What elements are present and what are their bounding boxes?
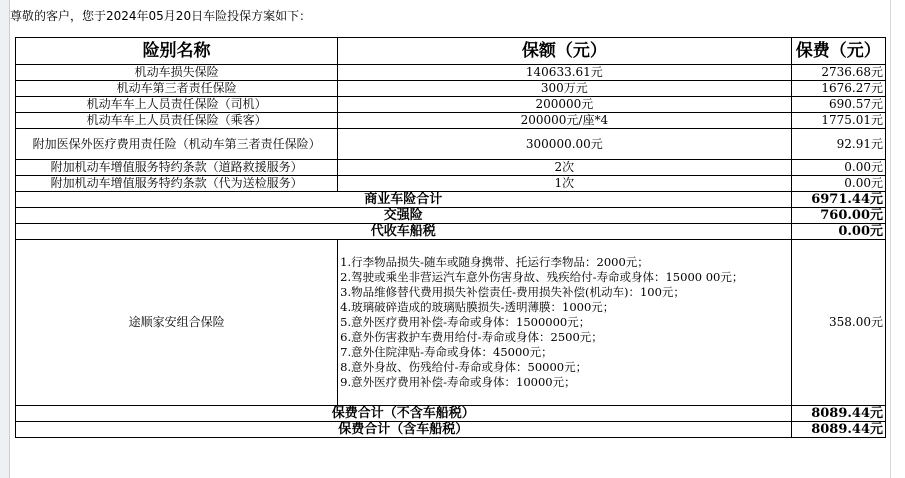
combo-term: 1.行李物品损失-随车或随身携带、托运行李物品：2000元； (340, 255, 649, 269)
vehicle-tax-value: 0.00元 (791, 224, 885, 240)
total-incl-tax-value: 8089.44元 (791, 422, 885, 438)
vehicle-tax-label: 代收车船税 (16, 224, 792, 240)
header-name: 险别名称 (16, 38, 338, 65)
row-name: 附加机动车增值服务特约条款（道路救援服务） (16, 160, 338, 176)
combo-name: 途顺家安组合保险 (16, 240, 338, 406)
row-amount: 1次 (338, 176, 791, 192)
table-row (16, 160, 886, 176)
header-amount: 保额（元） (338, 38, 791, 65)
combo-term: 8.意外身故、伤残给付-寿命或身体：50000元； (340, 360, 588, 374)
combo-term: 3.物品维修替代费用损失补偿责任-费用损失补偿(机动车)：100元； (340, 285, 685, 299)
row-premium: 0.00元 (791, 160, 885, 176)
row-name: 机动车车上人员责任保险（乘客） (16, 113, 338, 129)
combo-term: 7.意外住院津贴-寿命或身体：45000元； (340, 345, 553, 359)
combo-term: 5.意外医疗费用补偿-寿命或身体：1500000元； (340, 315, 591, 329)
combo-term: 9.意外医疗费用补偿-寿命或身体：10000元； (340, 375, 576, 389)
row-premium: 92.91元 (791, 129, 885, 160)
commercial-total-row (16, 192, 886, 208)
table-row (16, 97, 886, 113)
table-row (16, 65, 886, 81)
row-amount: 140633.61元 (338, 65, 791, 81)
row-name: 机动车车上人员责任保险（司机） (16, 97, 338, 113)
row-premium: 1676.27元 (791, 81, 885, 97)
compulsory-row (16, 208, 886, 224)
total-excl-tax-value: 8089.44元 (791, 406, 885, 422)
combo-row (16, 240, 886, 406)
row-premium: 0.00元 (791, 176, 885, 192)
header-premium: 保费（元） (791, 38, 885, 65)
row-premium: 2736.68元 (791, 65, 885, 81)
combo-term: 6.意外伤害救护车费用给付-寿命或身体：2500元； (340, 330, 603, 344)
left-frame-edge (0, 0, 10, 478)
combo-term: 4.玻璃破碎造成的玻璃贴膜损失-透明薄膜：1000元； (340, 300, 615, 314)
total-incl-tax-label: 保费合计（含车船税） (16, 422, 792, 438)
commercial-total-label: 商业车险合计 (16, 192, 792, 208)
row-name: 机动车损失保险 (16, 65, 338, 81)
row-name: 附加机动车增值服务特约条款（代为送检服务） (16, 176, 338, 192)
table-row (16, 81, 886, 97)
row-amount: 300万元 (338, 81, 791, 97)
total-incl-tax-row (16, 422, 886, 438)
table-row (16, 176, 886, 192)
total-excl-tax-label: 保费合计（不含车船税） (16, 406, 792, 422)
table-header-row (16, 38, 886, 65)
combo-terms (338, 240, 791, 406)
row-amount: 200000元/座*4 (338, 113, 791, 129)
row-premium: 690.57元 (791, 97, 885, 113)
combo-premium: 358.00元 (791, 240, 885, 406)
insurance-plan-table (15, 37, 886, 438)
row-name: 机动车第三者责任保险 (16, 81, 338, 97)
table-row (16, 129, 886, 160)
right-scroll-edge[interactable] (890, 0, 905, 478)
row-premium: 1775.01元 (791, 113, 885, 129)
row-amount: 300000.00元 (338, 129, 791, 160)
commercial-total-value: 6971.44元 (791, 192, 885, 208)
greeting-text: 尊敬的客户，您于2024年05月20日车险投保方案如下： (10, 9, 312, 23)
compulsory-value: 760.00元 (791, 208, 885, 224)
vehicle-tax-row (16, 224, 886, 240)
compulsory-label: 交强险 (16, 208, 792, 224)
total-excl-tax-row (16, 406, 886, 422)
table-row (16, 113, 886, 129)
row-name: 附加医保外医疗费用责任险（机动车第三者责任保险） (16, 129, 338, 160)
combo-term: 2.驾驶或乘坐非营运汽车意外伤害身故、残疾给付-寿命或身体：15000 00元； (340, 270, 744, 284)
row-amount: 2次 (338, 160, 791, 176)
row-amount: 200000元 (338, 97, 791, 113)
